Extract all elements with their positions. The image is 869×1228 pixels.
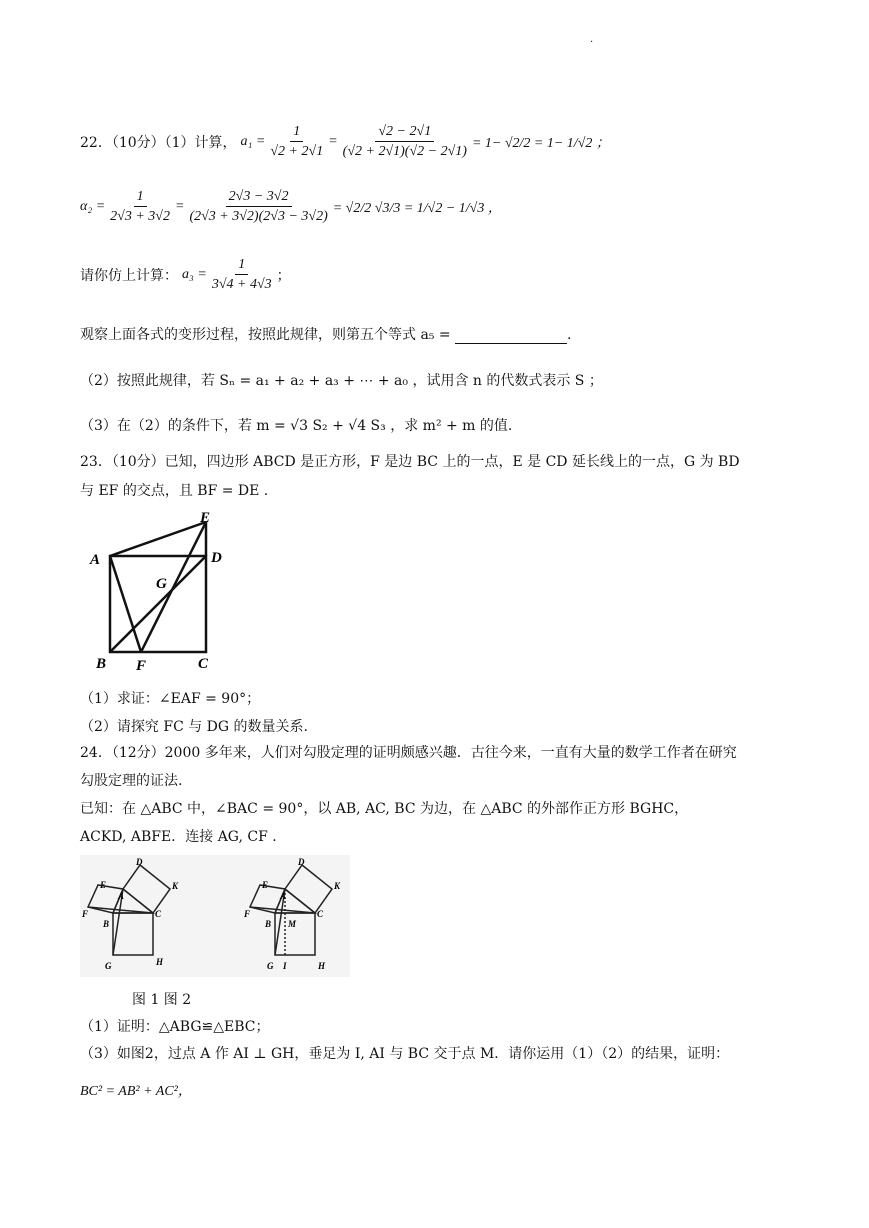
- observe-end: .: [567, 327, 572, 343]
- q24-line2: 勾股定理的证法.: [80, 773, 183, 789]
- f1-K: K: [172, 881, 179, 891]
- a2-frac2: [186, 189, 330, 226]
- f1-E: E: [100, 880, 107, 890]
- a2-frac1-den: 2√3 + 3√2: [110, 208, 170, 224]
- f1-H: H: [156, 957, 164, 967]
- f2-B: B: [265, 919, 272, 929]
- fig23-label-E: E: [200, 510, 211, 526]
- q24-conclusion: BC² = AB² + AC²，: [80, 1084, 192, 1099]
- a2-frac1-num: 1: [134, 189, 147, 207]
- a2-frac2-num: 2√3 − 3√2: [226, 189, 292, 207]
- observe-text: 观察上面各式的变形过程，按照此规律，则第五个等式 a₅ =: [80, 327, 451, 343]
- a3-label: a₃ =: [182, 267, 207, 282]
- fig23-label-G: G: [156, 576, 167, 592]
- q24-part3: （3）如图2，过点 A 作 AI ⊥ GH，垂足为 I, AI 与 BC 交于点 M．请你运用（1）（2）的结果，证明：: [80, 1046, 730, 1062]
- q24-figures: [80, 855, 350, 977]
- a2-frac2-den: (2√3 + 3√2)(2√3 − 3√2): [189, 208, 328, 224]
- f2-D: D: [298, 857, 305, 867]
- f2-E: E: [262, 880, 269, 890]
- f1-D: D: [136, 857, 143, 867]
- answer-blank[interactable]: [455, 329, 567, 344]
- q24-line4: ACKD, ABFE．连接 AG, CF .: [80, 829, 277, 845]
- header-dot: .: [590, 34, 594, 45]
- imitate-text: 请你仿上计算：: [80, 268, 178, 284]
- a1-frac1-num: 1: [290, 124, 303, 142]
- figure-caption: 图 1 图 2: [132, 992, 192, 1008]
- fig23-label-A: A: [90, 552, 101, 568]
- q24-line1: 24．（12分）2000 多年来，人们对勾股定理的证明颇感兴趣．古往今来，一直有大量的数学工作者在研究: [80, 745, 737, 761]
- a2-tail: = √2/2 √3/3 = 1/√2 − 1/√3 ，: [332, 201, 502, 216]
- a3-num: 1: [235, 257, 248, 275]
- f1-A: A: [118, 891, 125, 901]
- a2-label: α₂ =: [80, 199, 106, 214]
- a1-frac1-den: √2 + 2√1: [270, 143, 324, 159]
- a3-frac: [209, 257, 275, 294]
- q22-observe: [80, 324, 572, 344]
- f2-F: F: [244, 909, 251, 919]
- fig23-label-B: B: [96, 656, 107, 672]
- fig23-label-F: F: [136, 658, 147, 674]
- q22-part3: （3）在（2）的条件下，若 m = √3 S₂ + √4 S₃ ，求 m² + m 的值.: [80, 418, 513, 434]
- a1-frac1: [267, 124, 326, 161]
- a2-frac1: [107, 189, 173, 226]
- f1-C: C: [155, 909, 162, 919]
- f2-A: A: [280, 891, 287, 901]
- a1-tail: = 1− √2/2 = 1− 1/√2 ；: [471, 136, 610, 151]
- a1-frac2: [340, 124, 470, 161]
- q24-part1: （1）证明：△ABG≌△EBC；: [80, 1019, 270, 1035]
- fig23-label-C: C: [198, 656, 209, 672]
- f1-G: G: [105, 961, 112, 971]
- f1-F: F: [82, 909, 89, 919]
- q23-line2: 与 EF 的交点，且 BF = DE .: [80, 483, 269, 499]
- q23-figure: [86, 508, 236, 676]
- fig23-label-D: D: [211, 550, 222, 566]
- f2-H: H: [318, 961, 326, 971]
- a1-frac2-den: (√2 + 2√1)(√2 − 2√1): [342, 143, 467, 159]
- a3-den: 3√4 + 4√3: [211, 276, 272, 292]
- q22-line2: α₂ = $\frac{1}{2√3 + 3√2}$ = $\frac{2√3 - 3√2}{(2√3 + 3√2)(2√3 - 3√2)}$ = √2/2 √3/3 = 1/√2 − 1/√3 ，: [80, 188, 502, 224]
- q23-line1: 23．（10分）已知，四边形 ABCD 是正方形，F 是边 BC 上的一点，E 是 CD 延长线上的一点，G 为 BD: [80, 454, 740, 470]
- q22-head: 22．（10分）（1）计算，: [80, 135, 237, 151]
- f2-C: C: [317, 909, 324, 919]
- a3-end: ；: [276, 268, 291, 284]
- a1-label: a₁ =: [240, 134, 266, 149]
- f2-K: K: [334, 881, 341, 891]
- f1-B: B: [103, 919, 110, 929]
- q22-line1: 22．（10分）（1）计算， a₁ = $\frac{1}{√2 + 2√1}$ = $\frac{√2 - 2√1}{(√2 + 2√1)(√2 - 2√1)}$ = 1− √2/2 = 1− 1/√2 ；: [80, 123, 610, 159]
- q23-part2: （2）请探究 FC 与 DG 的数量关系.: [80, 719, 308, 735]
- q24-line3: 已知：在 △ABC 中，∠BAC = 90°，以 AB, AC, BC 为边，在 △ABC 的外部作正方形 BGHC，: [80, 801, 689, 817]
- q23-part1: （1）求证：∠EAF = 90°；: [80, 691, 261, 707]
- q22-line3: [80, 250, 291, 300]
- f2-I: I: [283, 961, 287, 971]
- q22-part2: （2）按照此规律，若 Sₙ = a₁ + a₂ + a₃ + ⋯ + a₀ ，试用含 n 的代数式表示 S ；: [80, 373, 603, 389]
- f2-G: G: [267, 961, 274, 971]
- a1-frac2-num: √2 − 2√1: [375, 124, 434, 142]
- f2-M: M: [288, 919, 297, 929]
